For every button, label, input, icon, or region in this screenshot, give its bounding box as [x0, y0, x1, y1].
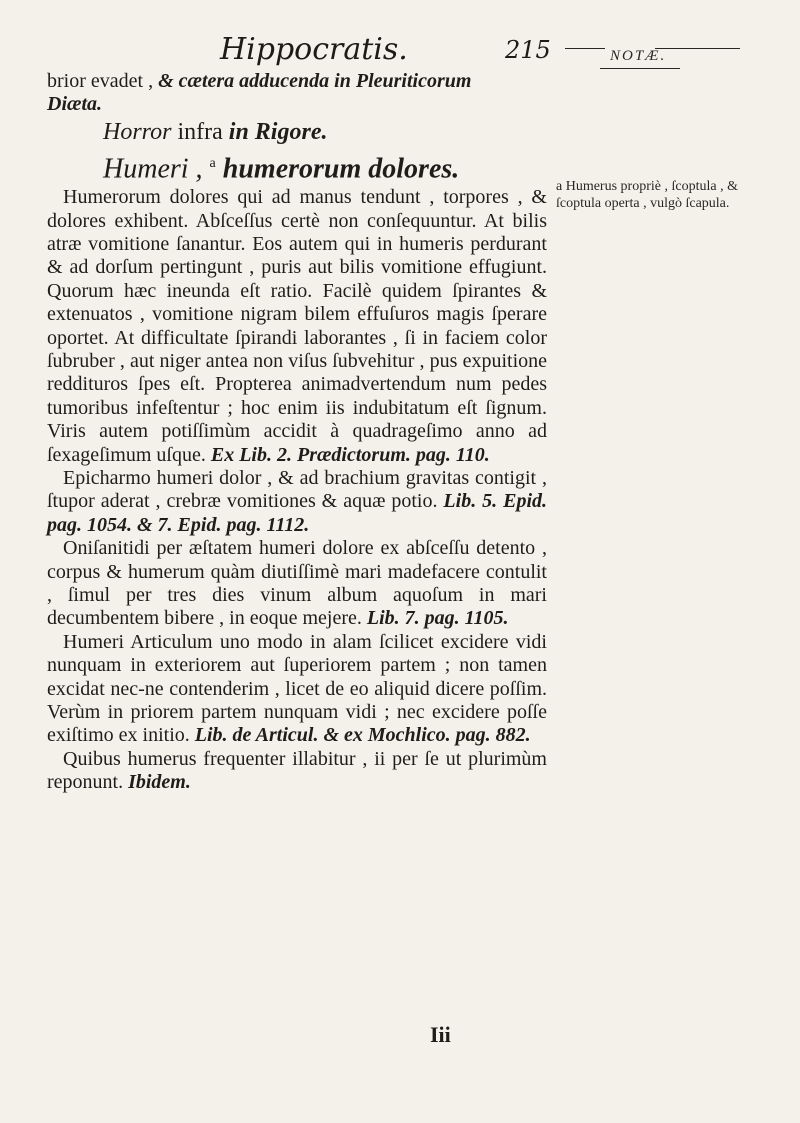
main-text-column [47, 70, 547, 795]
paragraph-text: Epicharmo humeri dolor , & ad brachium gravitas contigit , ſtupor aderat , crebræ vomitiones & aquæ potio. [47, 467, 547, 513]
paragraph-ref: Ex Lib. 2. Prædictorum. pag. 110. [205, 443, 490, 466]
margin-note [556, 178, 776, 212]
notes-rule-left [565, 48, 605, 49]
paragraph-ref: Lib. 7. pag. 1105. [361, 607, 509, 630]
notes-rule-under [600, 68, 680, 69]
continuation-italic: & cætera adducenda in Pleuriticorum [158, 70, 472, 92]
notes-label: NOTÆ. [610, 48, 667, 64]
continuation-italic-2: Diæta. [47, 93, 102, 116]
paragraph [47, 748, 547, 795]
paragraph-ref: Ibidem. [123, 771, 191, 794]
heading-rest: humerorum dolores. [215, 153, 460, 185]
continuation-line [47, 70, 547, 93]
horror-mid: infra [171, 118, 229, 145]
paragraph [47, 631, 547, 748]
paragraph [47, 186, 547, 467]
paragraph-text: Humeri Articulum uno modo in alam ſcilicet excidere vidi nunquam in exteriorem aut ſuperiorem partem ; non tamen excidat nec-ne contenderim , licet de eo aliquid dicere poſſim. Verùm in priorem partem nunquam vidi ; nec excidere poſſe exiſtimo ex initio. [47, 630, 547, 747]
running-title: Hippocratis. [220, 32, 408, 67]
paragraph-ref: Lib. 5. Epid. pag. 1054. & 7. Epid. pag. 1112. [47, 490, 548, 536]
cross-reference-line [47, 117, 547, 147]
continuation-line-2 [47, 93, 547, 116]
paragraph-text: Oniſanitidi per æſtatem humeri dolore ex abſceſſu detento , corpus & humerum quàm diutiſſimè mari madefacere contulit , ſimul per tres dies vinum album aquoſum in mari decumbentem bibere , in eoque mejere. [47, 537, 547, 630]
notes-rule-right [655, 48, 740, 49]
paragraph-text: Quibus humerus frequenter illabitur , ii per ſe ut plurimùm reponunt. [47, 747, 547, 794]
paragraph-ref: Lib. de Articul. & ex Mochlico. pag. 882. [189, 724, 531, 747]
continuation-text: brior evadet , [47, 70, 154, 92]
note-marker: a [209, 155, 216, 171]
margin-note-marker: a [556, 179, 563, 194]
paragraph-text: Humerorum dolores qui ad manus tendunt , torpores , & dolores exhibent. Abſceſſus certè non conſequuntur. At bilis atræ vomitione ſanantur. Eos autem qui in humeris perdurant & ad dorſum pertingunt , puris aut bilis vomitione effugiunt. Quorum hæc ineunda eſt ratio. Facilè quidem ſpirantes & extenuatos , vomitione nigram bilem effuſuros magis ſperare oportet. At difficultate ſpirandi laborantes , ſi in faciem color ſubruber , aut niger antea non viſus ſubvehitur , pus expuitione reddituros ſpes eſt. Propterea animadvertendum num pedes tumoribus infeſtentur ; hoc enim iis indubitatum eſt ſignum. Viris autem potiſſimùm accidit à quadrageſimo anno ad ſexageſimum uſque. [47, 186, 547, 466]
section-heading [47, 147, 547, 186]
horror-target: in Rigore. [228, 118, 328, 145]
heading-main: Humeri , [103, 153, 203, 185]
horror-word: Horror [103, 118, 172, 145]
signature-mark: Iii [430, 1022, 451, 1047]
paragraph [47, 467, 547, 537]
page-number: 215 [505, 36, 551, 64]
paragraph [47, 537, 547, 631]
margin-note-text: Humerus propriè , ſcoptula , & ſcoptula operta , vulgò ſcapula. [556, 179, 738, 211]
running-head [0, 30, 800, 70]
